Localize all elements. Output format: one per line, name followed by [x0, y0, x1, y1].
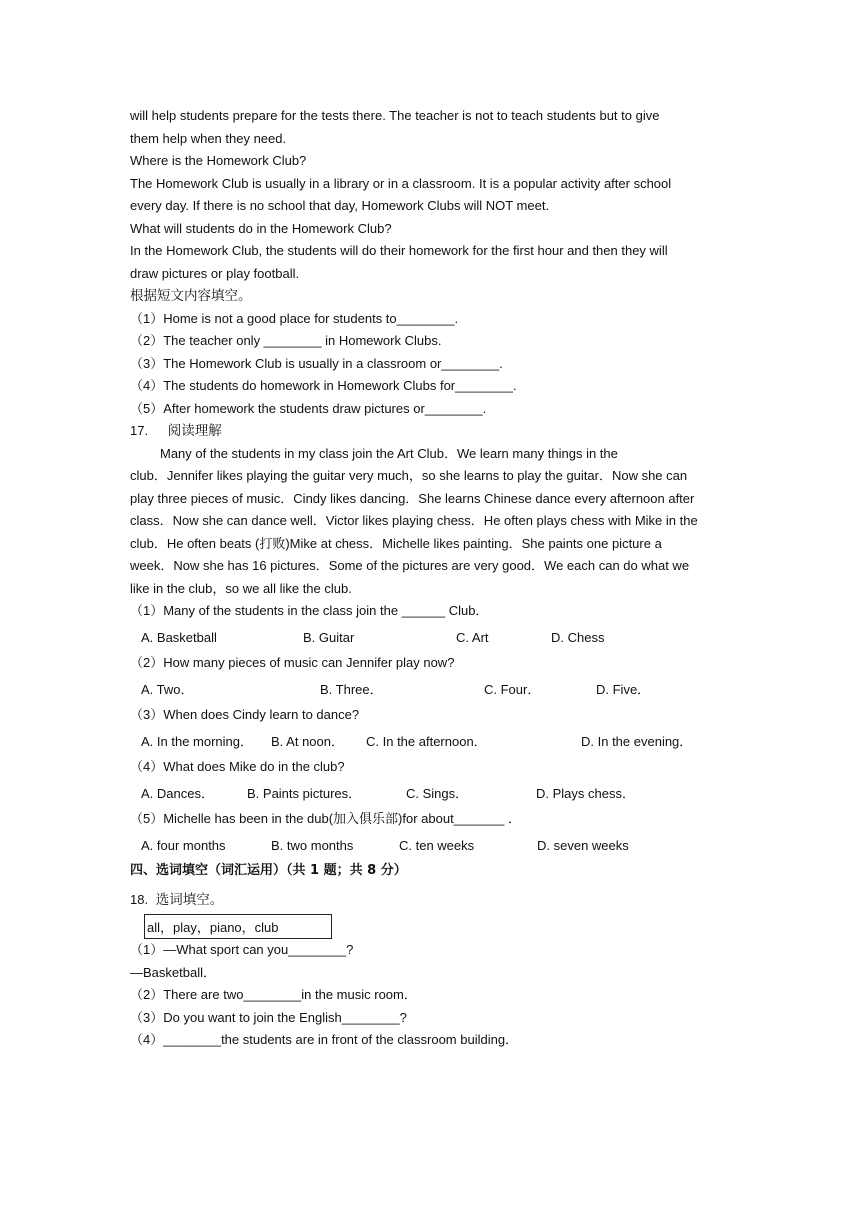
option-row — [130, 779, 740, 809]
question-title: 阅读理解 — [167, 423, 222, 439]
option-c[interactable]: C. Four． — [484, 681, 541, 697]
question-heading — [130, 889, 740, 914]
question-stem: （1）Many of the students in the class join the ______ Club． — [130, 603, 489, 618]
question-line: （4）The students do homework in Homework Clubs for________. — [130, 378, 517, 393]
section-heading: 四、选词填空（词汇运用）（共 1 题；共 8 分） — [130, 863, 407, 878]
question-line: （3）The Homework Club is usually in a classroom or________. — [130, 355, 503, 371]
option-d[interactable]: D. Plays chess． — [536, 785, 635, 801]
passage-line: draw pictures or play football. — [130, 265, 300, 281]
passage-line: class．Now she can dance well．Victor likes playing chess．He often plays chess with Mike in the — [130, 513, 698, 528]
option-d[interactable]: D. Five． — [596, 681, 651, 697]
passage-line: week．Now she has 16 pictures．Some of the pictures are very good．We each can do what we — [130, 558, 690, 573]
question-stem: （3）When does Cindy learn to dance? — [130, 707, 360, 722]
passage-line: every day. If there is no school that day, Homework Clubs will NOT meet. — [130, 198, 550, 213]
option-row — [130, 623, 740, 653]
passage-line: Where is the Homework Club? — [130, 153, 307, 168]
option-b[interactable]: B. Paints pictures． — [247, 785, 362, 801]
option-a[interactable]: A. Basketball — [141, 629, 217, 645]
question-line: （4）________the students are in front of the classroom building． — [130, 1032, 519, 1047]
question-line: （5）After homework the students draw pictures or________. — [130, 400, 487, 416]
option-b[interactable]: B. At noon． — [271, 733, 344, 749]
question-number: 18. — [130, 892, 149, 907]
question-stem — [130, 808, 740, 831]
passage-line: The Homework Club is usually in a library or in a classroom. It is a popular activity after school — [130, 175, 672, 191]
instruction: 根据短文内容填空。 — [130, 288, 252, 304]
option-c[interactable]: C. Art — [456, 629, 489, 645]
question-title: 选词填空。 — [155, 892, 224, 908]
passage-line: Many of the students in my class join the Art Club．We learn many things in the — [160, 445, 618, 461]
option-a[interactable]: A. four months — [141, 837, 226, 853]
question-stem: （2）How many pieces of music can Jennifer play now? — [130, 655, 455, 670]
word-bank-box: all，play，piano，club — [144, 914, 332, 939]
option-b[interactable]: B. two months — [271, 837, 354, 853]
question-heading — [130, 420, 740, 443]
passage-line: In the Homework Club, the students will do their homework for the first hour and then they will — [130, 243, 668, 258]
option-a[interactable]: A. Dances． — [141, 785, 214, 801]
question-line: （1）—What sport can you________? — [130, 942, 354, 957]
option-row — [130, 727, 740, 757]
question-line: （3）Do you want to join the English________? — [130, 1009, 407, 1025]
question-17 — [130, 420, 740, 860]
option-a[interactable]: A. In the morning． — [141, 733, 253, 749]
passage-line: like in the club，so we all like the club. — [130, 580, 352, 596]
passage-line: play three pieces of music．Cindy likes dancing．She learns Chinese dance every afternoon after — [130, 490, 695, 506]
option-c[interactable]: C. In the afternoon． — [366, 733, 487, 749]
document-page — [130, 105, 740, 1052]
option-d[interactable]: D. seven weeks — [537, 837, 629, 853]
option-c[interactable]: C. Sings． — [406, 785, 469, 801]
option-d[interactable]: D. In the evening． — [581, 733, 693, 749]
question-stem-text: （5）Michelle has been in the dub(加入俱乐部)for about_______ ． — [130, 811, 521, 826]
option-row — [130, 675, 740, 705]
option-b[interactable]: B. Guitar — [303, 629, 355, 645]
passage-line: them help when they need. — [130, 130, 287, 146]
option-row — [130, 831, 740, 861]
passage-16 — [130, 105, 740, 420]
question-line: （2）The teacher only ________ in Homework Clubs. — [130, 333, 442, 348]
passage-line: What will students do in the Homework Club? — [130, 220, 392, 236]
question-line: （1）Home is not a good place for students to________. — [130, 310, 459, 326]
option-a[interactable]: A. Two． — [141, 681, 194, 697]
option-c[interactable]: C. ten weeks — [399, 837, 475, 853]
answer-line: —Basketball． — [130, 964, 216, 980]
question-line: （2）There are two________in the music room． — [130, 987, 417, 1002]
option-b[interactable]: B. Three． — [320, 681, 383, 697]
question-number: 17. — [130, 423, 149, 438]
passage-line: club．He often beats (打败)Mike at chess．Michelle likes painting．She paints one picture a — [130, 535, 662, 551]
passage-line: will help students prepare for the tests there. The teacher is not to teach students but to give — [130, 108, 660, 123]
question-18 — [130, 889, 740, 1052]
option-d[interactable]: D. Chess — [551, 629, 605, 645]
passage-line: club．Jennifer likes playing the guitar very much，so she learns to play the guitar．Now she can — [130, 468, 688, 483]
question-stem: （4）What does Mike do in the club? — [130, 759, 345, 774]
